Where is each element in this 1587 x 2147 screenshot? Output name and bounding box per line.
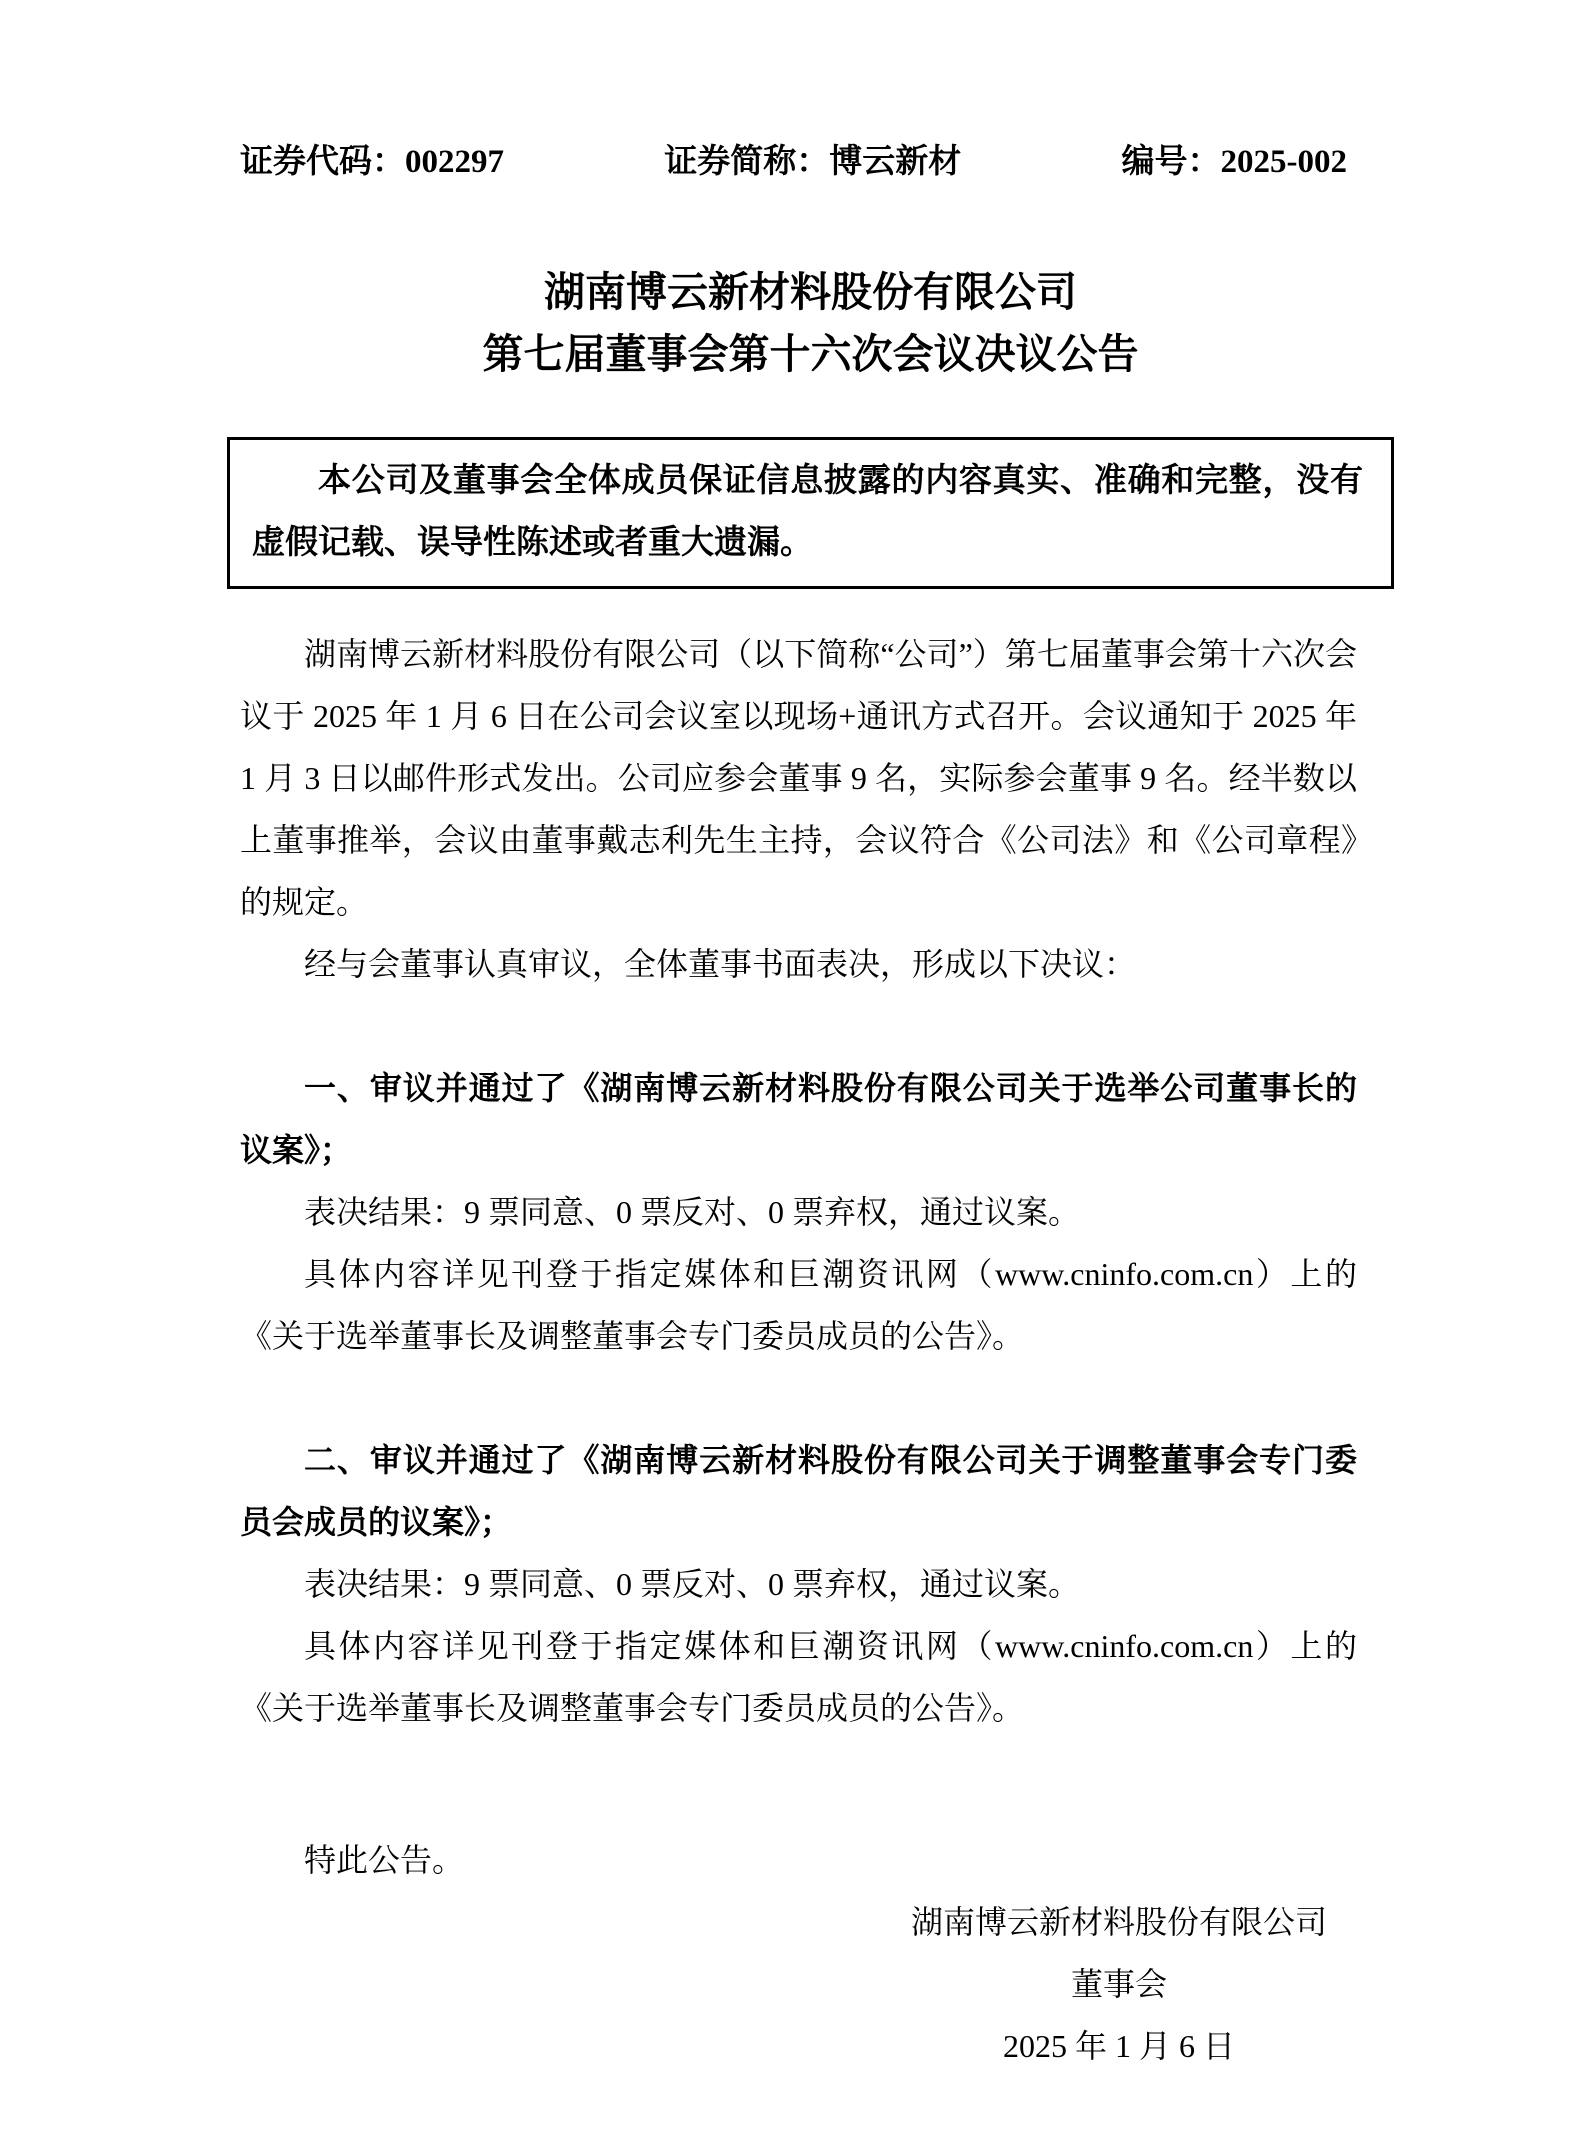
resolution-item-1-detail: 具体内容详见刊登于指定媒体和巨潮资讯网（www.cninfo.com.cn）上的《关于选举董事长及调整董事会专门委员成员的公告》。 <box>240 1256 1357 1354</box>
notice-number-segment <box>1122 138 1348 186</box>
stock-code-value: 002297 <box>405 144 504 180</box>
stock-name-value: 博云新材 <box>829 144 962 180</box>
resolution-intro-paragraph: 经与会董事认真审议，全体董事书面表决，形成以下决议： <box>304 946 1137 982</box>
stock-name-segment <box>664 138 961 186</box>
resolution-item-1-heading: 一、审议并通过了《湖南博云新材料股份有限公司关于选举公司董事长的议案》； <box>240 1070 1357 1168</box>
document-content <box>227 0 1394 2077</box>
disclaimer-text: 本公司及董事会全体成员保证信息披露的内容真实、准确和完整，没有虚假记载、误导性陈述或者重大遗漏。 <box>252 463 1363 561</box>
resolution-item-2-detail: 具体内容详见刊登于指定媒体和巨潮资讯网（www.cninfo.com.cn）上的《关于选举董事长及调整董事会专门委员成员的公告》。 <box>240 1628 1357 1726</box>
security-header-row <box>240 138 1347 186</box>
meeting-intro-paragraph: 湖南博云新材料股份有限公司（以下简称“公司”）第七届董事会第十六次会议于 2025 年 1 月 6 日在公司会议室以现场+通讯方式召开。会议通知于 2025 年 1 月 3 日以邮件形式发出。公司应参会董事 9 名，实际参会董事 9 名。经半数以上董事推举，会议由董事戴志利先生主持，会议符合《公司法》和《公司章程》的规定。 <box>240 636 1357 920</box>
notice-number-label: 编号： <box>1121 144 1221 180</box>
notice-number-value: 2025-002 <box>1220 144 1347 180</box>
disclaimer-box <box>227 437 1394 589</box>
resolution-item-2-vote-result: 表决结果：9 票同意、0 票反对、0 票弃权，通过议案。 <box>304 1566 1081 1602</box>
meeting-resolution-title-line: 第七届董事会第十六次会议决议公告 <box>482 331 1139 377</box>
stock-code-segment <box>240 138 504 186</box>
resolution-item-2-heading: 二、审议并通过了《湖南博云新材料股份有限公司关于调整董事会专门委员会成员的议案》； <box>240 1442 1357 1540</box>
signature-board-of-directors: 董事会 <box>1070 1966 1167 2002</box>
signature-date: 2025 年 1 月 6 日 <box>1002 2028 1235 2064</box>
document-body <box>240 623 1357 1891</box>
stock-code-label: 证券代码： <box>240 144 405 180</box>
closing-statement: 特此公告。 <box>304 1842 465 1878</box>
resolution-item-1-vote-result: 表决结果：9 票同意、0 票反对、0 票弃权，通过议案。 <box>304 1194 1081 1230</box>
company-name-title-line: 湖南博云新材料股份有限公司 <box>544 269 1077 315</box>
signature-company-name: 湖南博云新材料股份有限公司 <box>910 1904 1327 1940</box>
stock-name-label: 证券简称： <box>664 144 830 180</box>
signature-block <box>894 1891 1344 2077</box>
document-title <box>227 261 1394 385</box>
